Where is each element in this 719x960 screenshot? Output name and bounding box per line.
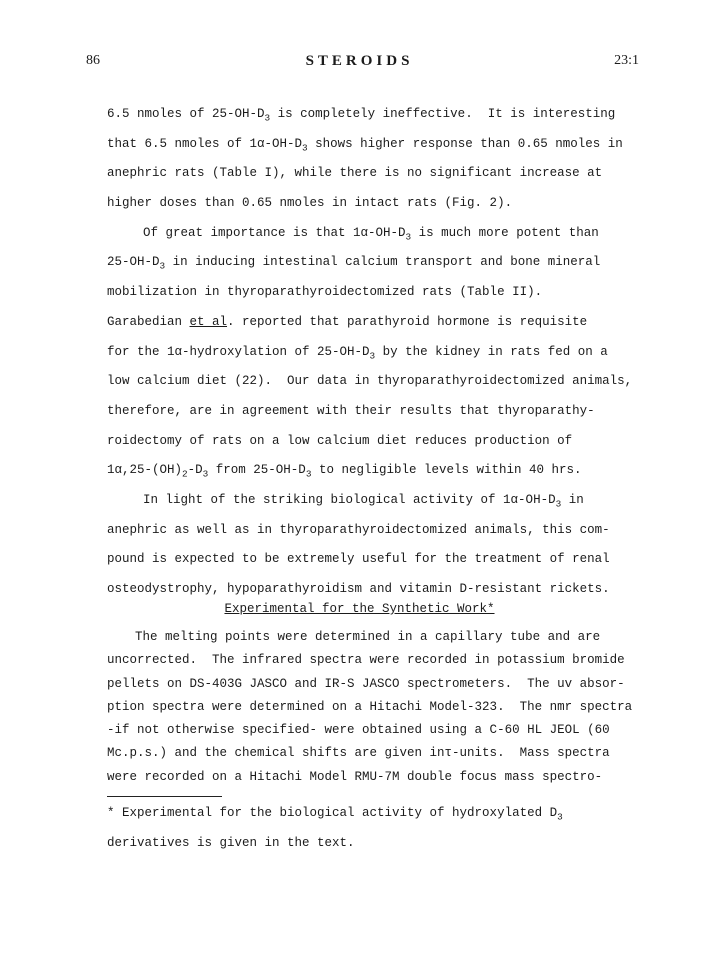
- experimental-paragraph: [107, 626, 633, 789]
- text-line: roidectomy of rats on a low calcium diet reduces production of: [107, 433, 573, 448]
- text-line: uncorrected. The infrared spectra were recorded in potassium bromide: [107, 653, 625, 668]
- text-line: -if not otherwise specified- were obtained using a C-60 HL JEOL (60: [107, 723, 610, 738]
- paragraph-start: Of great importance is that $1\alpha-OH-D_3$ is much more potent than: [143, 225, 599, 243]
- footnote: [107, 799, 617, 858]
- paragraph-start: In light of the striking biological activity of $1\alpha-OH-D_3$ in: [143, 492, 584, 510]
- text-line: $25-OH-D_3$ in inducing intestinal calcium transport and bone mineral: [107, 255, 601, 272]
- text-line: pellets on DS-403G JASCO and IR-S JASCO spectrometers. The uv absor-: [107, 676, 625, 691]
- text-line: higher doses than 0.65 nmoles in intact rats (Fig. 2).: [107, 196, 513, 211]
- footnote-line: * Experimental for the biological activity of hydroxylated $D_3$: [107, 806, 563, 823]
- text-line: mobilization in thyroparathyroidectomized rats (Table II).: [107, 285, 543, 300]
- footnote-rule: [107, 796, 222, 797]
- italic-reference: et al: [189, 314, 228, 329]
- text-line: $1\alpha,25-(OH)_2-D_3$ from $25-OH-D_3$ to negligible levels within 40 hrs.: [107, 463, 582, 480]
- text-line: for the 1α-hydroxylation of $25-OH-D_3$ by the kidney in rats fed on a: [107, 344, 608, 361]
- paragraph-start: The melting points were determined in a capillary tube and are: [135, 630, 601, 644]
- footnote-line: derivatives is given in the text.: [107, 835, 355, 850]
- journal-title: STEROIDS: [305, 53, 414, 69]
- text-line: were recorded on a Hitachi Model RMU-7M double focus mass spectro-: [107, 769, 603, 784]
- text-line: anephric as well as in thyroparathyroidectomized animals, this com-: [107, 522, 610, 537]
- page-number: 86: [86, 53, 100, 68]
- issue-number: 23:1: [614, 53, 639, 68]
- text-line: Garabedian et al. reported that parathyroid hormone is requisite: [107, 314, 588, 329]
- text-line: low calcium diet (22). Our data in thyroparathyroidectomized animals,: [107, 374, 633, 389]
- text-line: anephric rats (Table I), while there is no significant increase at: [107, 166, 603, 181]
- text-line: osteodystrophy, hypoparathyroidism and vitamin D-resistant rickets.: [107, 582, 610, 596]
- text-line: 6.5 nmoles of $25-OH-D_3$ is completely ineffective. It is interesting: [107, 107, 616, 124]
- text-line: pound is expected to be extremely useful for the treatment of renal: [107, 552, 610, 567]
- section-heading: Experimental for the Synthetic Work*: [224, 602, 495, 616]
- text-line: that 6.5 nmoles of $1\alpha-OH-D_3$ shows higher response than 0.65 nmoles in: [107, 136, 623, 153]
- text-line: Mc.p.s.) and the chemical shifts are given inτ-units. Mass spectra: [107, 746, 610, 761]
- body-text: [107, 100, 633, 605]
- running-head: [0, 53, 719, 73]
- text-line: therefore, are in agreement with their results that thyroparathy-: [107, 403, 595, 418]
- text-line: ption spectra were determined on a Hitachi Model-323. The nmr spectra: [107, 699, 633, 714]
